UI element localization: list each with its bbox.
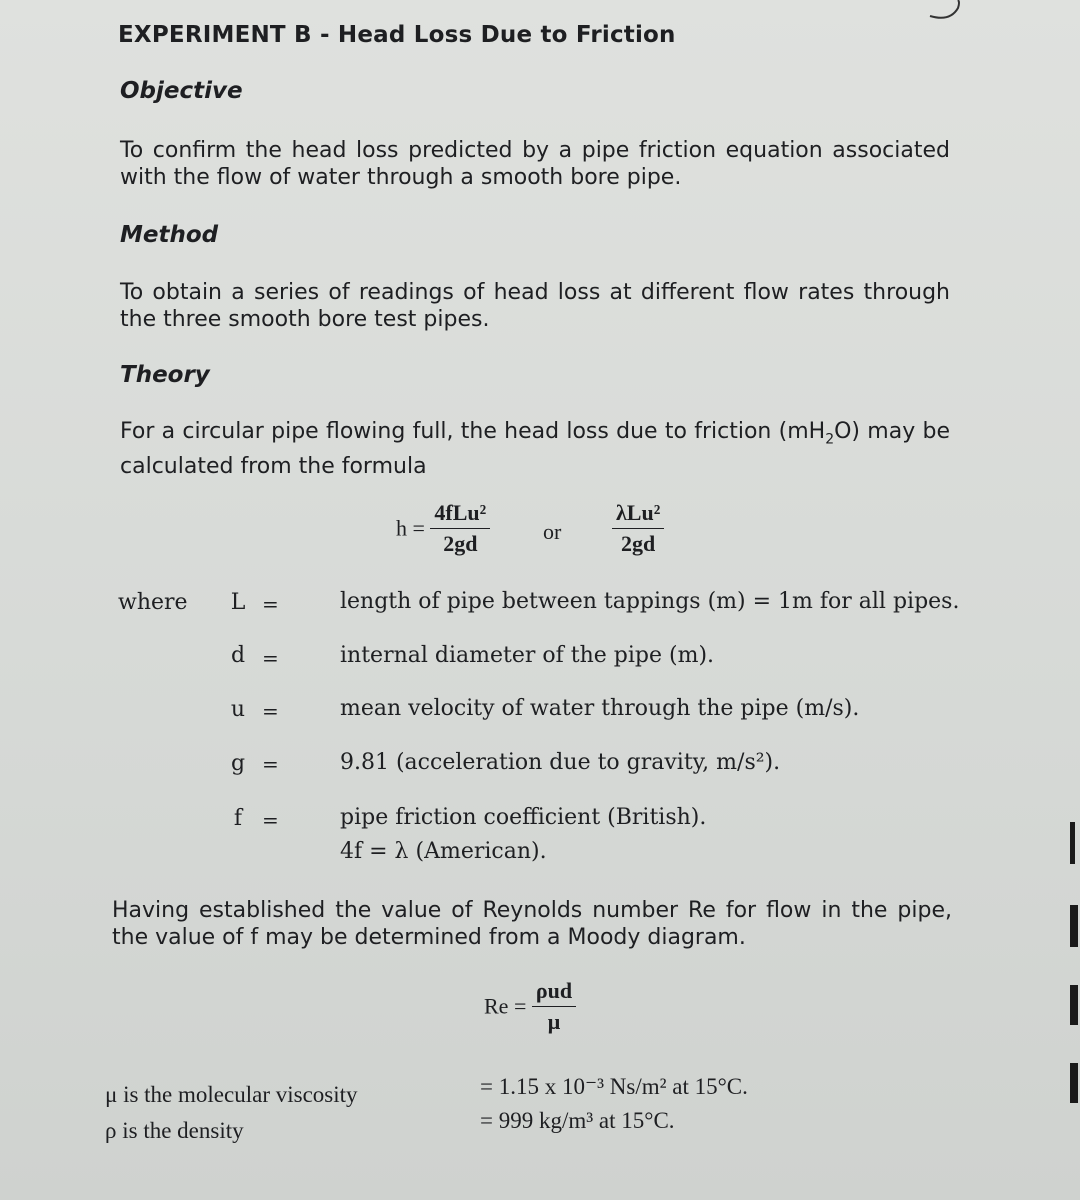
def-symbol: u — [230, 697, 246, 722]
formula-fraction-british — [430, 500, 490, 557]
density-value: = 999 kg/m³ at 15°C. — [480, 1108, 675, 1133]
viscosity-label: μ is the molecular viscosity — [105, 1082, 358, 1107]
where-label: where — [118, 590, 188, 615]
def-text: length of pipe between tappings (m) = 1m for all pipes. — [340, 589, 960, 614]
def-symbol: f — [233, 806, 243, 831]
def-equals: = — [262, 699, 279, 723]
theory-heading: Theory — [120, 362, 210, 388]
page-title: EXPERIMENT B - Head Loss Due to Friction — [118, 22, 676, 48]
reynolds-numerator: ρud — [532, 978, 576, 1007]
def-text: internal diameter of the pipe (m). — [340, 643, 715, 668]
def-text: pipe friction coefficient (British). — [340, 805, 707, 830]
reynolds-formula — [484, 978, 576, 1035]
head-loss-formula — [396, 500, 490, 557]
def-equals: = — [262, 592, 279, 616]
density-label: ρ is the density — [105, 1118, 244, 1143]
edge-mark — [1070, 822, 1075, 864]
reynolds-lhs: Re = — [484, 993, 527, 1019]
formula-numerator-british: 4fLu² — [430, 500, 490, 529]
def-equals: = — [262, 646, 279, 670]
pen-mark — [900, 0, 980, 30]
def-text-extra: 4f = λ (American). — [340, 839, 547, 864]
method-text: To obtain a series of readings of head loss at different flow rates through the three smooth bore test pipes. — [120, 280, 950, 332]
method-heading: Method — [120, 222, 219, 248]
def-text: mean velocity of water through the pipe (m/s). — [340, 696, 860, 721]
formula-denominator-american: 2gd — [621, 531, 656, 556]
def-symbol: d — [230, 643, 246, 668]
formula-fraction-american — [612, 500, 664, 557]
formula-denominator-british: 2gd — [443, 531, 478, 556]
reynolds-denominator: μ — [547, 1009, 561, 1034]
viscosity-value: = 1.15 x 10⁻³ Ns/m² at 15°C. — [480, 1074, 748, 1099]
def-symbol: L — [230, 590, 246, 615]
def-symbol: g — [230, 751, 246, 776]
objective-heading: Objective — [120, 78, 243, 104]
theory-intro-sub: 2 — [825, 431, 835, 448]
formula-numerator-american: λLu² — [612, 500, 664, 529]
theory-intro-a: For a circular pipe flowing full, the head loss due to friction (mH — [120, 419, 826, 444]
objective-text: To confirm the head loss predicted by a pipe friction equation associated with the flow of water through a smooth bore pipe. — [120, 138, 950, 190]
def-equals: = — [262, 752, 279, 776]
theory-intro-b: O) may be calculated from the formula — [120, 419, 950, 480]
theory-intro — [120, 418, 950, 480]
def-equals: = — [262, 808, 279, 832]
moody-text: Having established the value of Reynolds number Re for flow in the pipe, the value of f may be determined from a Moody diagram. — [112, 898, 952, 950]
formula-or: or — [543, 519, 562, 544]
edge-mark — [1070, 905, 1078, 947]
edge-mark — [1070, 1063, 1078, 1103]
edge-mark — [1070, 985, 1078, 1025]
formula-lhs: h = — [396, 515, 425, 541]
def-text: 9.81 (acceleration due to gravity, m/s²). — [340, 750, 781, 775]
